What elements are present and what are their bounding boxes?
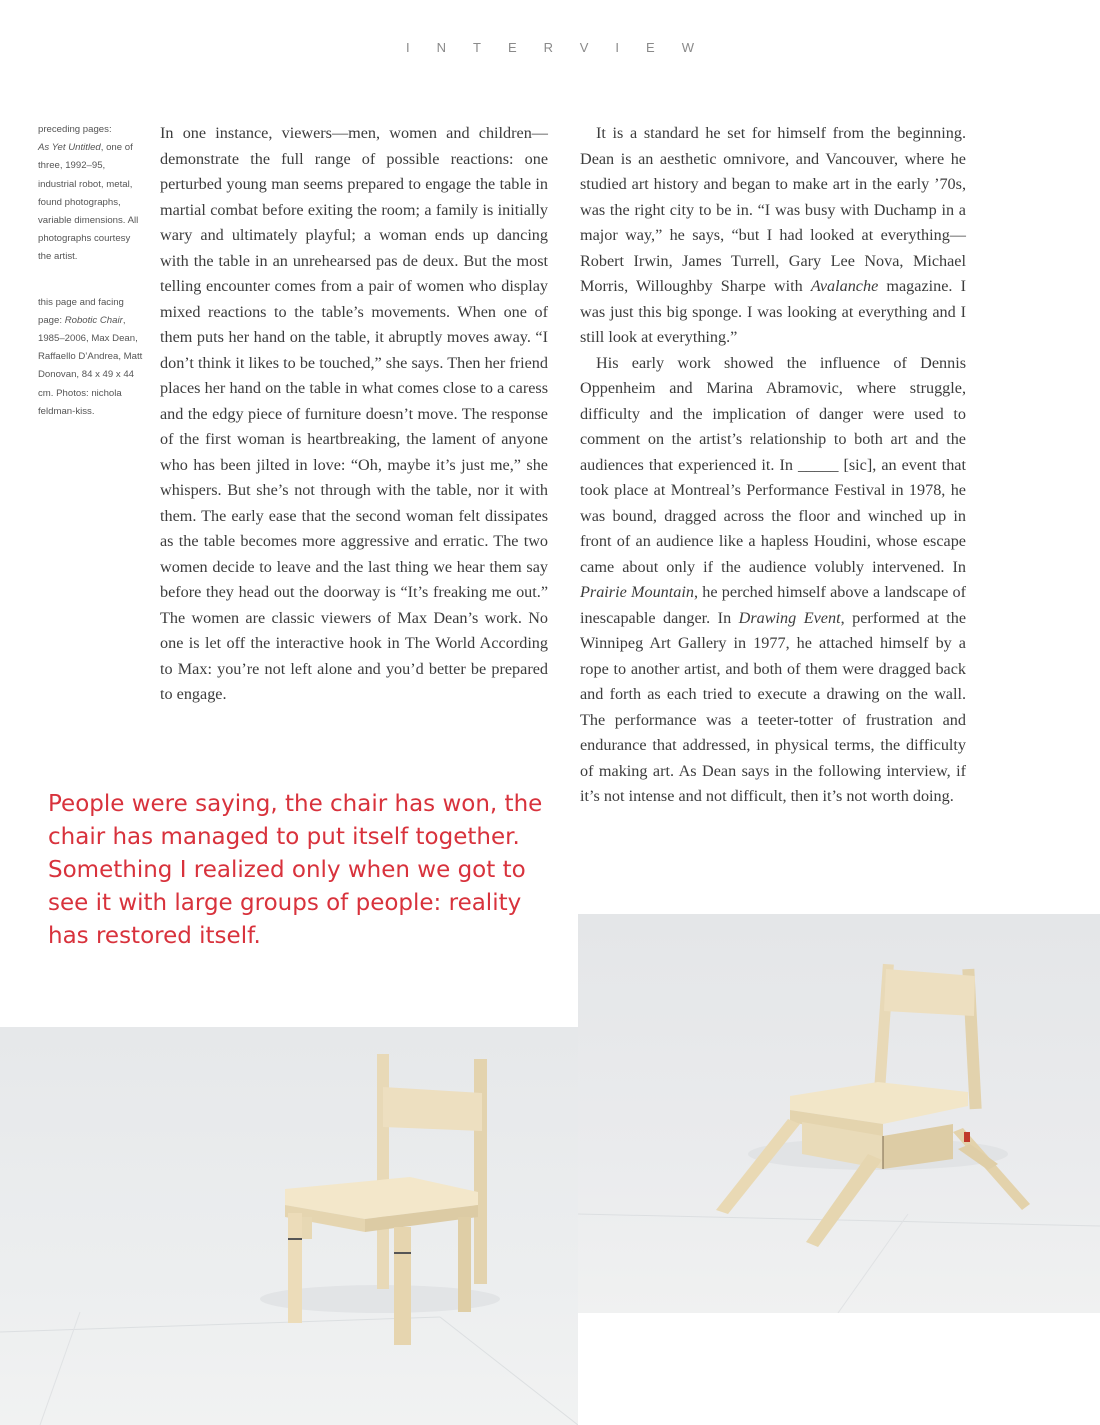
caption-artwork-title: As Yet Untitled bbox=[38, 142, 101, 154]
caption-label: preceding pages: bbox=[38, 124, 112, 135]
chair-disassembled-illustration bbox=[578, 914, 1100, 1313]
article-paragraph bbox=[580, 121, 966, 351]
italic-title: Prairie Mountain bbox=[580, 583, 694, 601]
article-paragraph bbox=[580, 351, 966, 810]
caption-details: , 1985–2006, Max Dean, Raffaello D’Andrea, Matt Donovan, 84 x 49 x 44 cm. Photos: nichola feldman-kiss. bbox=[38, 314, 143, 417]
caption-label: this page and facing page: bbox=[38, 296, 124, 326]
article-column-right bbox=[580, 121, 966, 810]
caption-column bbox=[38, 121, 146, 448]
article-column-left bbox=[160, 121, 548, 708]
pull-quote: People were saying, the chair has won, the chair has managed to put itself together. Something I realized only when we got to see it with large groups of people: reality has restored itself. bbox=[48, 791, 543, 949]
article-paragraph: In one instance, viewers—men, women and children—demonstrate the full range of possible reactions: one perturbed young man seems prepared to engage the table in martial combat before exiting the room; a family is initially wary and ultimately playful; a woman ends up dancing with the table in an unrehearsed pas de deux. But the most telling encounter comes from a pair of women who display mixed reactions to the table’s movements. When one of them puts her hand on the table, it abruptly moves away. “I don’t think it likes to be touched,” she says. Then her friend places her hand on the table in what comes close to a caress and the edgy piece of furniture doesn’t move. The response of the first woman is heartbreaking, the lament of anyone who has been jilted in love: “Oh, maybe it’s just me,” she whispers. But she’s not through with the table, nor it with them. The early ease that the second woman felt dissipates as the table becomes more aggressive and erratic. The two women decide to leave and the last thing we hear them say before they head out the doorway is “It’s freaking me out.” The women are classic viewers of Max Dean’s work. No one is let off the interactive hook in The World According to Max: you’re not left alone and you’d better be prepared to engage. bbox=[160, 124, 548, 703]
photo-chair-assembled bbox=[0, 1027, 578, 1425]
text-run: , performed at the Winnipeg Art Gallery in 1977, he attached himself by a rope to another artist, and both of them were dragged back and forth as each tried to execute a drawing on the wall. The performance was a teeter-totter of frustration and endurance that addressed, in physical terms, the difficulty of making art. As Dean says in the following interview, if it’s not intense and not difficult, then it’s not worth doing. bbox=[580, 608, 966, 805]
italic-title: Drawing Event bbox=[738, 608, 841, 627]
section-header: INTERVIEW bbox=[406, 40, 721, 55]
caption-this-page bbox=[38, 294, 146, 421]
text-run: magazine. I was just this big sponge. I was looking at everything and I still look at everything.” bbox=[580, 277, 966, 346]
caption-details: , one of three, 1992–95, industrial robot, metal, found photographs, variable dimensions. All photographs courtesy the artist. bbox=[38, 142, 139, 263]
italic-title: Avalanche bbox=[810, 277, 879, 295]
chair-assembled-illustration bbox=[0, 1027, 578, 1425]
caption-preceding-pages bbox=[38, 121, 146, 267]
caption-artwork-title: Robotic Chair bbox=[64, 314, 123, 326]
photo-chair-disassembled bbox=[578, 914, 1100, 1313]
text-run: His early work showed the influence of Dennis Oppenheim and Marina Abramovic, where struggle, difficulty and the implication of danger were used to comment on the artist’s relationship to both art and the audiences that experienced it. In _____ [sic], an event that took place at Montreal’s Performance Festival in 1978, he was bound, dragged across the floor and winched up in front of an audience like a hapless Houdini, whose escape came about only if the audience volubly intervened. In bbox=[580, 353, 966, 576]
text-run: , he perched himself above a landscape of inescapable danger. In bbox=[580, 583, 966, 627]
text-run: It is a standard he set for himself from the beginning. Dean is an aesthetic omnivore, and Vancouver, where he studied art history and began to make art in the early ’70s, was the right city to be in. “I was busy with Duchamp in a major way,” he says, “but I had looked at everything—Robert Irwin, James Turrell, Gary Lee Nova, Michael Morris, Willoughby Sharpe with bbox=[580, 124, 966, 295]
